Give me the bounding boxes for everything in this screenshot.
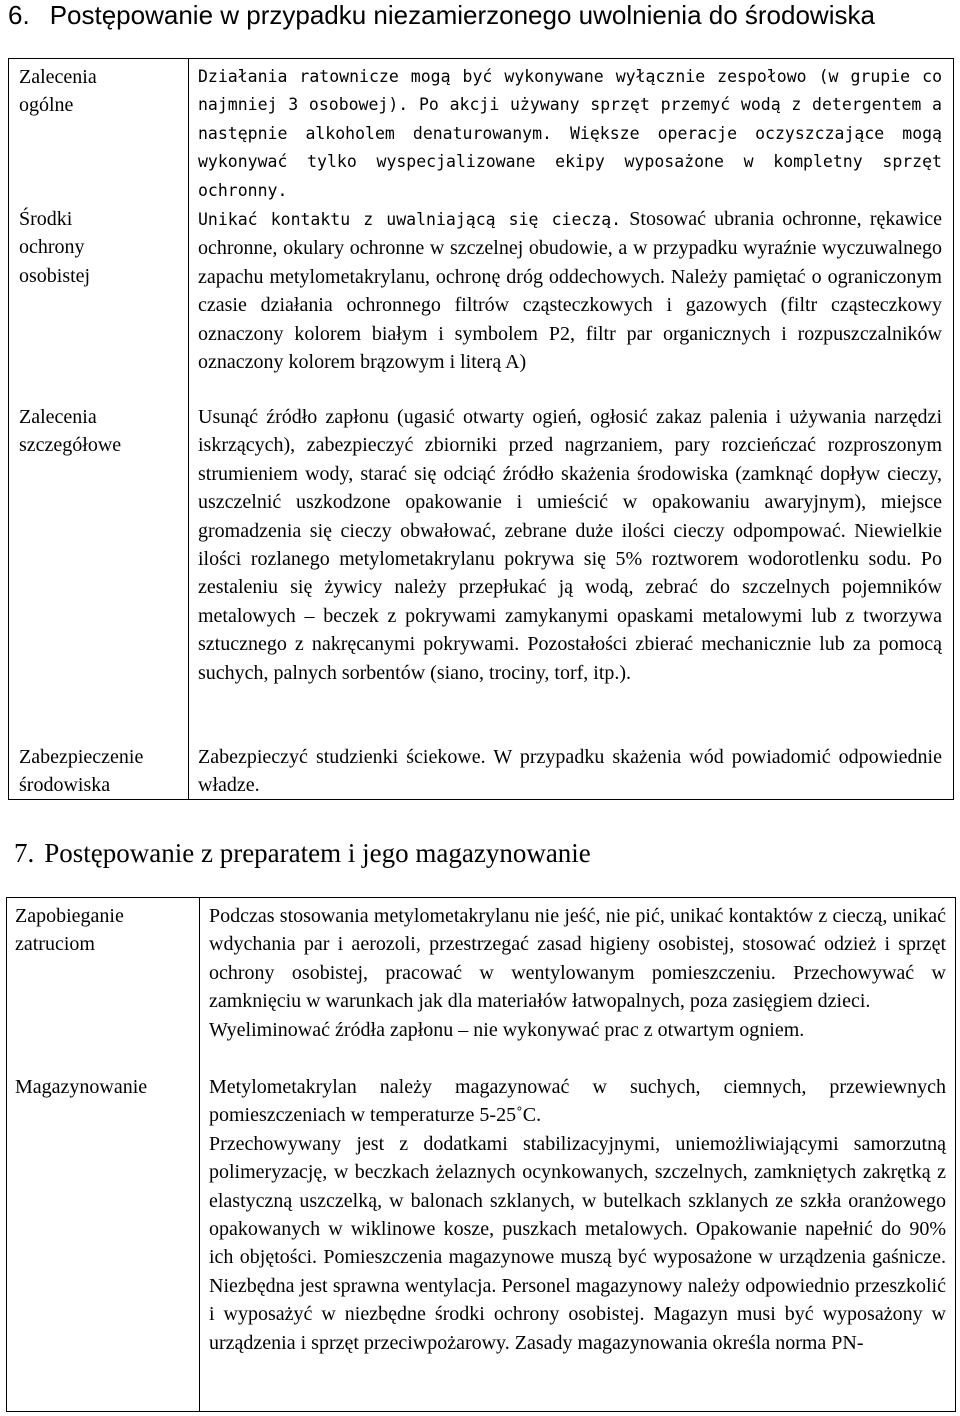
section-6-number: 6. xyxy=(8,0,30,30)
row-text-general: Działania ratownicze mogą być wykonywane wyłącznie zespołowo (w grupie co najmniej 3 osobowej). Po akcji używany sprzęt przemyć wodą z detergentem a następnie alkoholem denaturowanym. Większe operacje oczyszczające mogą wykonywać tylko wyspecjalizowane ekipy wyposażone w kompletny sprzęt ochronny. xyxy=(198,67,942,200)
row-text-environment: Zabezpieczyć studzienki ściekowe. W przypadku skażenia wód powiadomić odpowiednie władze. xyxy=(198,746,942,797)
row-text-storage: Metylometakrylan należy magazynować w suchych, ciemnych, przewiewnych pomieszczeniach w temperaturze 5-25˚C. Przechowywany jest z dodatkami stabilizacyjnymi, uniemożliwiającymi samorzutną polimeryzację, w beczkach żelaznych ocynkowanych, szczelnych, zamkniętych zakrętką z elastyczną uszczelką, w balonach szklanych, w butelkach szklanych ze szkła oranżowego opakowanych w wiklinowe kosze, puszkach metalowych. Opakowanie napełnić do 90% ich objętości. Pomieszczenia magazynowe muszą być wyposażone w urządzenia gaśnicze. Niezbędna jest sprawna wentylacja. Personel magazynowy należy odpowiednio przeszkolić i wyposażyć w niezbędne środki ochrony osobistej. Magazyn musi być wyposażony w urządzenia i sprzęt przeciwpożarowy. Zasady magazynowania określa norma PN- xyxy=(209,1076,946,1354)
row-label-poisoning-prevention: Zapobieganie zatruciom xyxy=(15,905,124,956)
row-text-poisoning-prevention: Podczas stosowania metylometakrylanu nie jeść, nie pić, unikać kontaktów z cieczą, unikać wdychania par i aerozoli, przestrzegać zasad higieny osobistej, stosować odzież i sprzęt ochrony osobistej, pracować w wentylowanym pomieszczeniu. Przechowywać w zamknięciu w warunkach jak dla materiałów łatwopalnych, poza zasięgiem dzieci. Wyeliminować źródła zapłonu – nie wykonywać prac z otwartym ogniem. xyxy=(209,905,946,1041)
section-7-table xyxy=(6,897,956,1412)
column-divider xyxy=(188,59,189,799)
row-text-detailed: Usunąć źródło zapłonu (ugasić otwarty ogień, ogłosić zakaz palenia i używania narzędzi iskrzących), zabezpieczyć zbiorniki przed nagrzaniem, pary rozcieńczać rozproszonym strumieniem wody, starać się odciąć źródło skażenia środowiska (zamknąć dopływ cieczy, uszczelnić uszkodzone opakowanie i umieścić w opakowaniu awaryjnym), miejsce gromadzenia się cieczy obwałować, zebrane duże ilości cieczy odpompować. Niewielkie ilości rozlanego metylometakrylanu pokrywa się 5% roztworem wodorotlenku sodu. Po zestaleniu się żywicy należy przepłukać ją wodą, zebrać do szczelnych pojemników metalowych – beczek z pokrywami zamykanymi opaskami metalowymi lub z tworzywa sztucznego z nakręcanymi pokrywami. Pozostałości zbierać mechanicznie lub za pomocą suchych, palnych sorbentów (siano, trociny, torf, itp.). xyxy=(198,406,942,684)
section-6-heading xyxy=(8,0,875,30)
section-6-title: Postępowanie w przypadku niezamierzonego uwolnienia do środowiska xyxy=(49,0,875,30)
row-label-detailed: Zalecenia szczegółowe xyxy=(19,406,122,457)
section-7-heading xyxy=(14,838,591,868)
row-label-ppe: Środki ochrony osobistej xyxy=(19,208,91,287)
section-7-number: 7. xyxy=(14,838,35,868)
row-label-environment: Zabezpieczenie środowiska xyxy=(19,746,144,797)
section-7-title: Postępowanie z preparatem i jego magazynowanie xyxy=(44,838,591,868)
column-divider xyxy=(199,898,200,1411)
section-6-table xyxy=(8,58,954,800)
row-label-general: Zalecenia ogólne xyxy=(19,66,97,117)
row-label-storage: Magazynowanie xyxy=(15,1076,148,1098)
row-text-ppe: Unikać kontaktu z uwalniającą się cieczą. Stosować ubrania ochronne, rękawice ochronne, okulary ochronne w szczelnej obudowie, a w przypadku wyraźnie wyczuwalnego zapachu metylometakrylanu, ochronę dróg oddechowych. Należy pamiętać o ograniczonym czasie działania ochronnego filtrów cząsteczkowych i gazowych (filtr cząsteczkowy oznaczony kolorem białym i symbolem P2, filtr par organicznych i rozpuszczalników oznaczony kolorem brązowym i literą A) xyxy=(198,208,943,374)
